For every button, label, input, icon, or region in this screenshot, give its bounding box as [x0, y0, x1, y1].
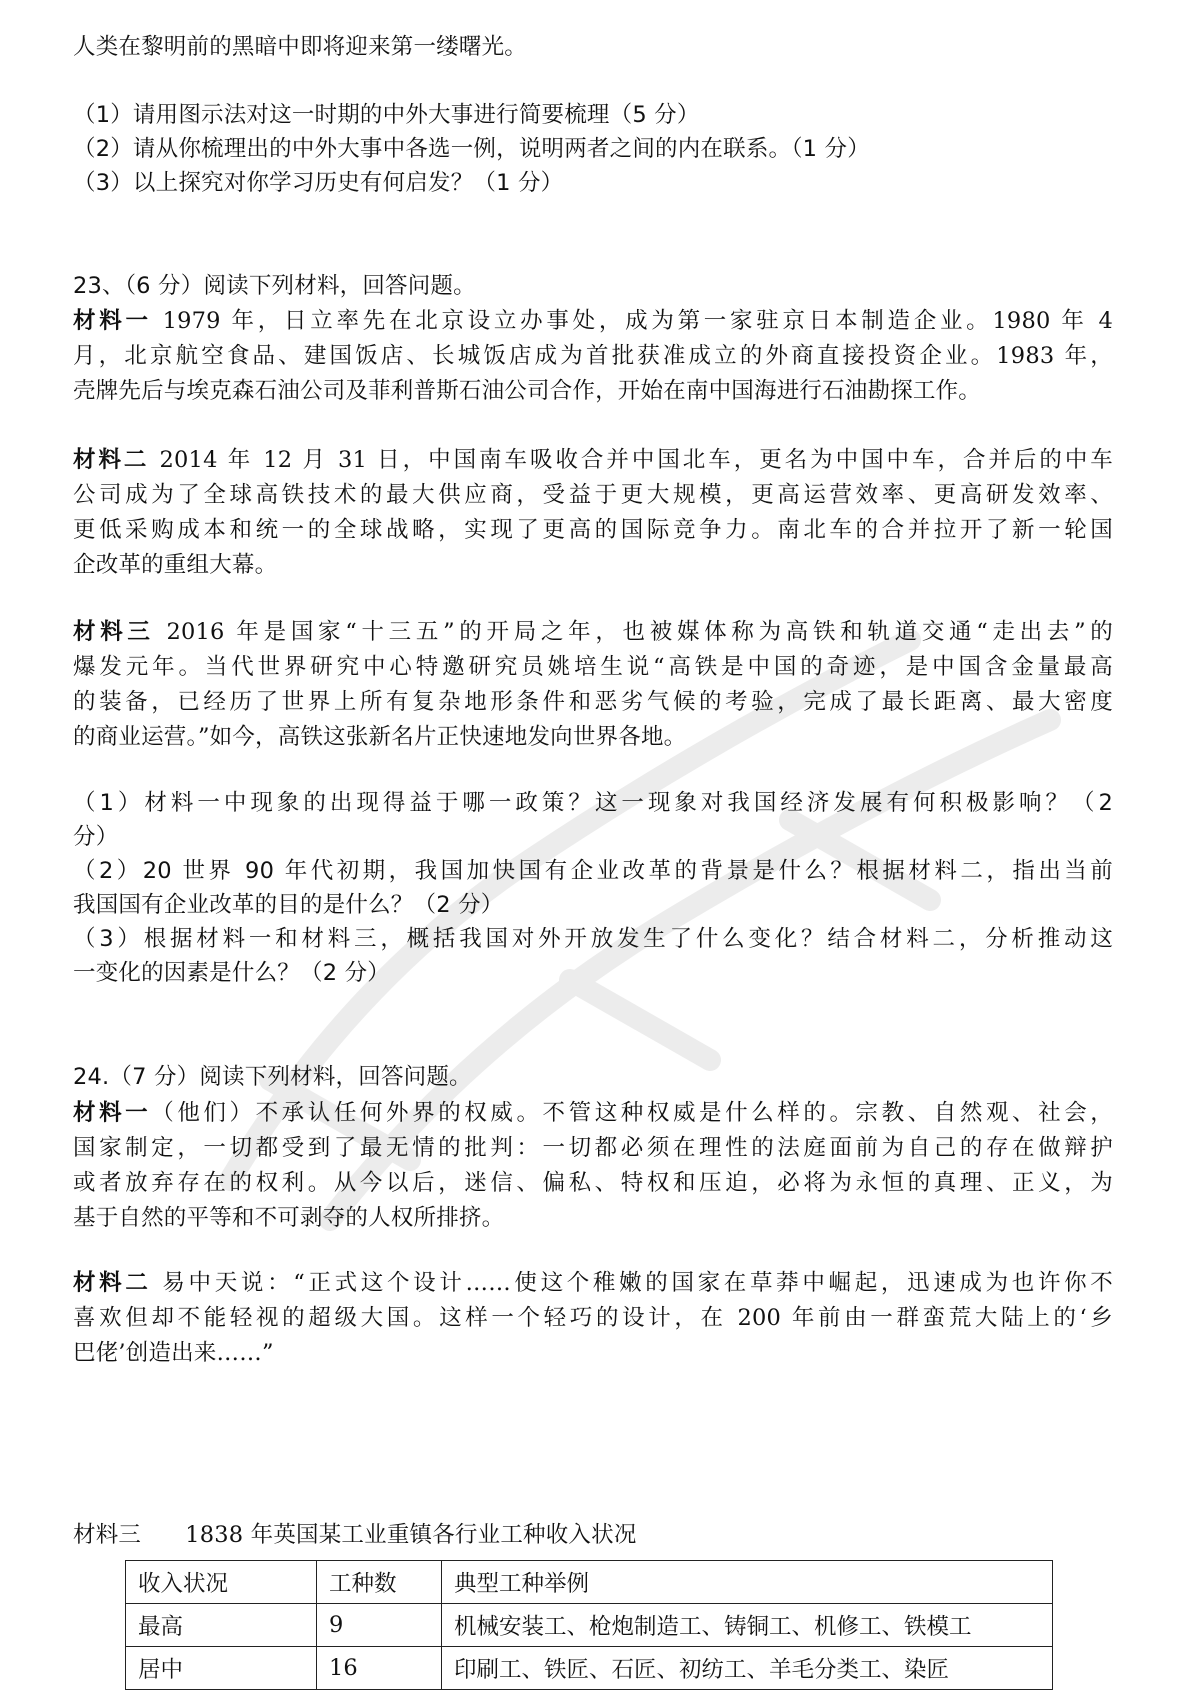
q24-heading: 24.（7 分）阅读下列材料，回答问题。 [73, 1064, 472, 1090]
table-cell: 16 [317, 1647, 442, 1690]
material-label: 材料一 [73, 308, 152, 334]
q24-material-2-line-2: 喜欢但却不能轻视的超级大国。这样一个轻巧的设计，在 200 年前由一群蛮荒大陆上的‘乡 [73, 1305, 1113, 1331]
table-header-cell: 典型工种举例 [442, 1561, 1053, 1604]
q23-question-2-line-2: 我国国有企业改革的目的是什么？（2 分） [73, 892, 504, 918]
table-cell: 最高 [126, 1604, 317, 1647]
q24-material-2-line-1: 材料二 易中天说：“正式这个设计……使这个稚嫩的国家在草莽中崛起，迅速成为也许你不 [73, 1270, 1113, 1296]
q23-question-1-line-1: （1）材料一中现象的出现得益于哪一政策？这一现象对我国经济发展有何积极影响？（2 [73, 790, 1113, 816]
q23-material-2-line-1: 材料二 2014 年 12 月 31 日，中国南车吸收合并中国北车，更名为中国中车，合并后的中车 [73, 447, 1113, 473]
q23-material-2-line-3: 更低采购成本和统一的全球战略，实现了更高的国际竞争力。南北车的合并拉开了新一轮国 [73, 517, 1113, 543]
q24-material-1-line-1: 材料一（他们）不承认任何外界的权威。不管这种权威是什么样的。宗教、自然观、社会， [73, 1100, 1113, 1126]
table-header-cell: 收入状况 [126, 1561, 317, 1604]
table-cell: 居中 [126, 1647, 317, 1690]
q23-heading: 23、（6 分）阅读下列材料，回答问题。 [73, 273, 476, 299]
material-label: 材料三 [73, 619, 155, 645]
q23-material-3-line-2: 爆发元年。当代世界研究中心特邀研究员姚培生说“高铁是中国的奇迹，是中国含金量最高 [73, 654, 1113, 680]
q23-material-1-line-2: 月，北京航空食品、建国饭店、长城饭店成为首批获准成立的外商直接投资企业。1983 年， [73, 343, 1113, 369]
q23-material-3-line-1: 材料三 2016 年是国家“十三五”的开局之年，也被媒体称为高铁和轨道交通“走出去”的 [73, 619, 1113, 645]
q22-part-3: （3）以上探究对你学习历史有何启发？（1 分） [73, 170, 564, 196]
q23-material-1-line-1: 材料一 1979 年，日立率先在北京设立办事处，成为第一家驻京日本制造企业。1980 年 4 [73, 308, 1113, 334]
q24-material-2-line-3: 巴佬’创造出来……” [73, 1340, 274, 1366]
table-header-row [126, 1561, 1053, 1604]
q23-material-1-line-3: 壳牌先后与埃克森石油公司及菲利普斯石油公司合作，开始在南中国海进行石油勘探工作。 [73, 378, 982, 404]
q23-question-3-line-1: （3）根据材料一和材料三，概括我国对外开放发生了什么变化？结合材料二，分析推动这 [73, 926, 1113, 952]
q23-material-3-line-4: 的商业运营。”如今，高铁这张新名片正快速地发向世界各地。 [73, 724, 687, 750]
income-table [125, 1560, 1053, 1690]
q24-material-1-line-3: 或者放弃存在的权利。从今以后，迷信、偏私、特权和压迫，必将为永恒的真理、正义，为 [73, 1170, 1113, 1196]
q24-material-1-line-2: 国家制定，一切都受到了最无情的批判：一切都必须在理性的法庭面前为自己的存在做辩护 [73, 1135, 1113, 1161]
table-header-cell: 工种数 [317, 1561, 442, 1604]
q22-part-1: （1）请用图示法对这一时期的中外大事进行简要梳理（5 分） [73, 102, 700, 128]
q23-material-2-line-4: 企改革的重组大幕。 [73, 552, 278, 578]
table-cell: 9 [317, 1604, 442, 1647]
q23-material-2-line-2: 公司成为了全球高铁技术的最大供应商，受益于更大规模，更高运营效率、更高研发效率、 [73, 482, 1113, 508]
q23-material-3-line-3: 的装备，已经历了世界上所有复杂地形条件和恶劣气候的考验，完成了最长距离、最大密度 [73, 689, 1113, 715]
table-row [126, 1604, 1053, 1647]
material-label: 材料一 [73, 1100, 152, 1126]
intro-line: 人类在黎明前的黑暗中即将迎来第一缕曙光。 [73, 34, 528, 60]
table-row [126, 1647, 1053, 1690]
material-label: 材料二 [73, 1270, 152, 1296]
table-cell: 机械安装工、枪炮制造工、铸铜工、机修工、铁模工 [442, 1604, 1053, 1647]
q22-part-2: （2）请从你梳理出的中外大事中各选一例，说明两者之间的内在联系。（1 分） [73, 136, 870, 162]
q24-material-1-line-4: 基于自然的平等和不可剥夺的人权所排挤。 [73, 1205, 505, 1231]
table-cell: 印刷工、铁匠、石匠、初纺工、羊毛分类工、染匠 [442, 1647, 1053, 1690]
q23-question-2-line-1: （2）20 世界 90 年代初期，我国加快国有企业改革的背景是什么？根据材料二，指出当前 [73, 858, 1113, 884]
q23-question-1-line-2: 分） [73, 824, 119, 850]
material-label: 材料二 [73, 447, 150, 473]
q24-material-3-caption: 材料三 1838 年英国某工业重镇各行业工种收入状况 [73, 1522, 637, 1548]
q23-question-3-line-2: 一变化的因素是什么？（2 分） [73, 960, 390, 986]
